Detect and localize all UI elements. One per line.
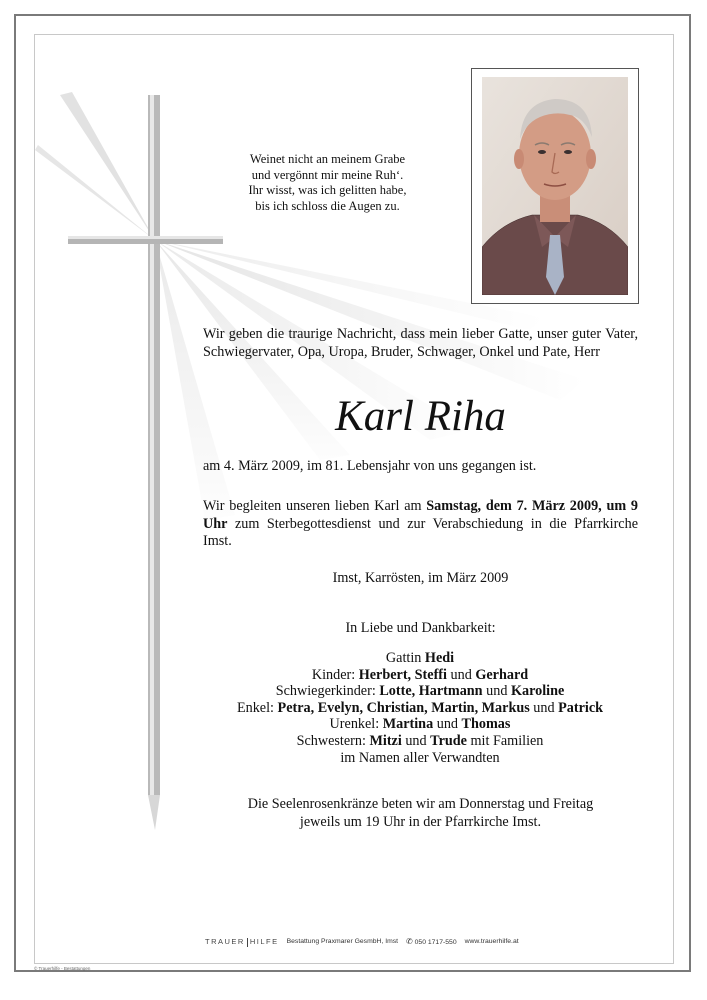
- family-children: Kinder: Herbert, Steffi und Gerhard: [311, 666, 529, 683]
- website-link[interactable]: www.trauerhilfe.at: [464, 938, 519, 946]
- family-grandchildren: Enkel: Petra, Evelyn, Christian, Martin, Markus und Patrick: [236, 699, 604, 716]
- service-text-end: zum Sterbegottesdienst und zur Verabschiedung in die Pfarrkirche Imst.: [203, 515, 638, 550]
- rosary-info: [203, 796, 638, 831]
- family-list: [190, 650, 650, 766]
- death-notice: am 4. März 2009, im 81. Lebensjahr von uns gegangen ist.: [203, 458, 537, 474]
- poem-line: Weinet nicht an meinem Grabe: [249, 152, 406, 166]
- phone-icon: ✆: [406, 937, 413, 947]
- poem-line: Ihr wisst, was ich gelitten habe,: [248, 183, 407, 197]
- place-date: Imst, Karrösten, im März 2009: [332, 570, 509, 586]
- poem-line: und vergönnt mir meine Ruh‘.: [251, 167, 404, 182]
- footer: [205, 937, 555, 947]
- family-sisters: Schwestern: Mitzi und Trude mit Familien: [296, 732, 544, 749]
- gratitude-line: In Liebe und Dankbarkeit:: [345, 620, 496, 636]
- rosary-line: Die Seelenrosenkränze beten wir am Donnerstag und Freitag: [247, 796, 594, 812]
- portrait-frame: [471, 68, 639, 304]
- announcement-text: Wir geben die traurige Nachricht, dass mein lieber Gatte, unser guter Vater, Schwiegervater, Opa, Uropa, Bruder, Schwager, Onkel und Pate, Herr: [203, 326, 638, 360]
- phone-number: ✆ 050 1717-550: [406, 937, 457, 947]
- service-text: Wir begleiten unseren lieben Karl am: [203, 498, 427, 514]
- family-relatives: im Namen aller Verwandten: [340, 749, 500, 766]
- copyright: © Trauerhilfe - Bestattungen: [34, 966, 91, 971]
- service-date: Samstag, dem 7. März 2009, um 9 Uhr: [203, 498, 638, 532]
- company-name: Bestattung Praxmarer GesmbH, Imst: [286, 938, 399, 946]
- poem: [215, 152, 440, 214]
- service-info: [203, 498, 638, 551]
- rosary-line: jeweils um 19 Uhr in der Pfarrkirche Imst.: [299, 813, 542, 830]
- trauerhilfe-logo: TRAUER HILFE: [205, 937, 279, 946]
- family-wife: Gattin Hedi: [385, 650, 455, 666]
- family-inlaws: Schwiegerkinder: Lotte, Hartmann und Karoline: [275, 683, 565, 700]
- poem-line: bis ich schloss die Augen zu.: [255, 198, 400, 213]
- family-great-grandchildren: Urenkel: Martina und Thomas: [329, 716, 511, 733]
- portrait-photo: [482, 77, 628, 295]
- deceased-name: Karl Riha: [335, 393, 506, 440]
